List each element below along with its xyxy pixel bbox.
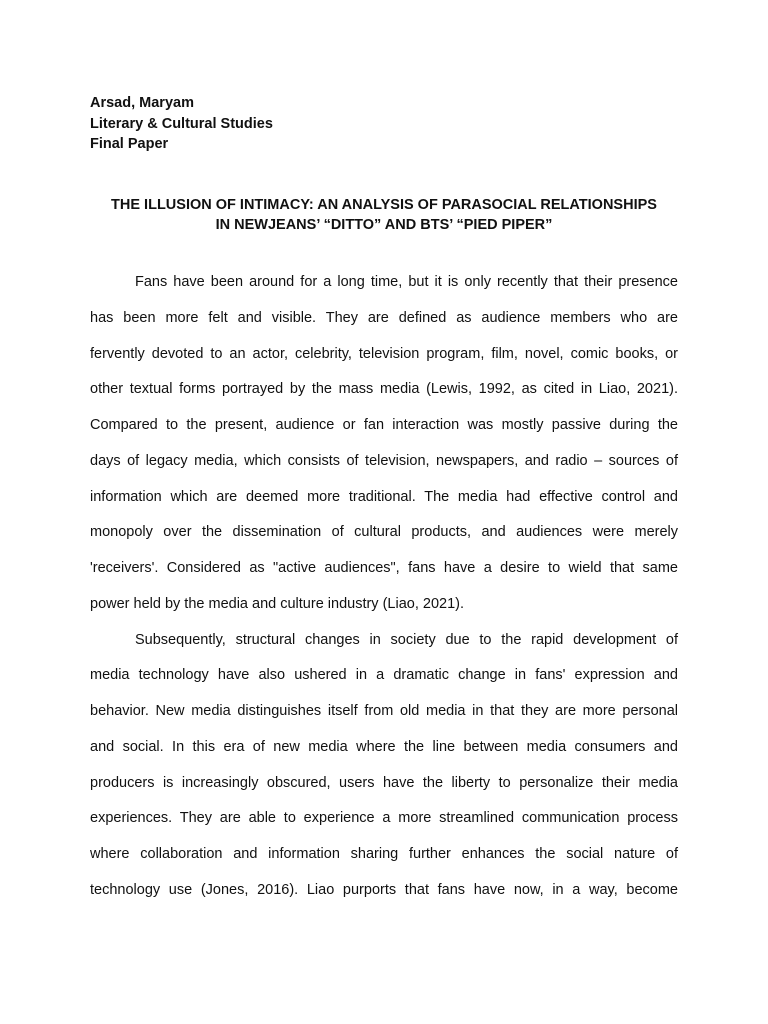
- paper-title: [80, 195, 688, 235]
- body-line: power held by the media and culture industry (Liao, 2021).: [90, 595, 464, 612]
- body-line: and social. In this era of new media where the line between media consumers and: [90, 738, 678, 755]
- body-line: other textual forms portrayed by the mass media (Lewis, 1992, as cited in Liao, 2021).: [90, 381, 678, 398]
- author-name: Arsad, Maryam: [90, 95, 194, 111]
- body-line: monopoly over the dissemination of cultural products, and audiences were merely: [90, 524, 678, 541]
- body-line: media technology have also ushered in a dramatic change in fans' expression and: [90, 667, 678, 684]
- body-line: 'receivers'. Considered as "active audiences", fans have a desire to wield that same: [90, 560, 678, 576]
- body-line: where collaboration and information sharing further enhances the social nature of: [90, 846, 678, 862]
- body-line: Fans have been around for a long time, but it is only recently that their presence: [135, 274, 678, 290]
- title-line-2: IN NEWJEANS’ “DITTO” AND BTS’ “PIED PIPER”: [215, 217, 553, 233]
- course-name: Literary & Cultural Studies: [90, 115, 273, 132]
- body-line: experiences. They are able to experience a more streamlined communication process: [90, 810, 678, 827]
- body-line: producers is increasingly obscured, users have the liberty to personalize their media: [90, 774, 678, 791]
- body-line: Subsequently, structural changes in society due to the rapid development of: [135, 631, 678, 648]
- paper-header: [90, 93, 273, 155]
- body-line: days of legacy media, which consists of television, newspapers, and radio – sources of: [90, 452, 678, 469]
- body-line: technology use (Jones, 2016). Liao purports that fans have now, in a way, become: [90, 881, 678, 898]
- title-line-1: THE ILLUSION OF INTIMACY: AN ANALYSIS OF PARASOCIAL RELATIONSHIPS: [111, 197, 657, 213]
- paper-type: Final Paper: [90, 136, 169, 152]
- body-line: has been more felt and visible. They are defined as audience members who are: [90, 309, 678, 326]
- body-line: information which are deemed more traditional. The media had effective control and: [90, 488, 678, 505]
- body-line: fervently devoted to an actor, celebrity, television program, film, novel, comic books, or: [90, 345, 678, 362]
- body-line: behavior. New media distinguishes itself from old media in that they are more personal: [90, 703, 678, 719]
- body-line: Compared to the present, audience or fan interaction was mostly passive during the: [90, 417, 678, 433]
- body-text: [90, 270, 678, 914]
